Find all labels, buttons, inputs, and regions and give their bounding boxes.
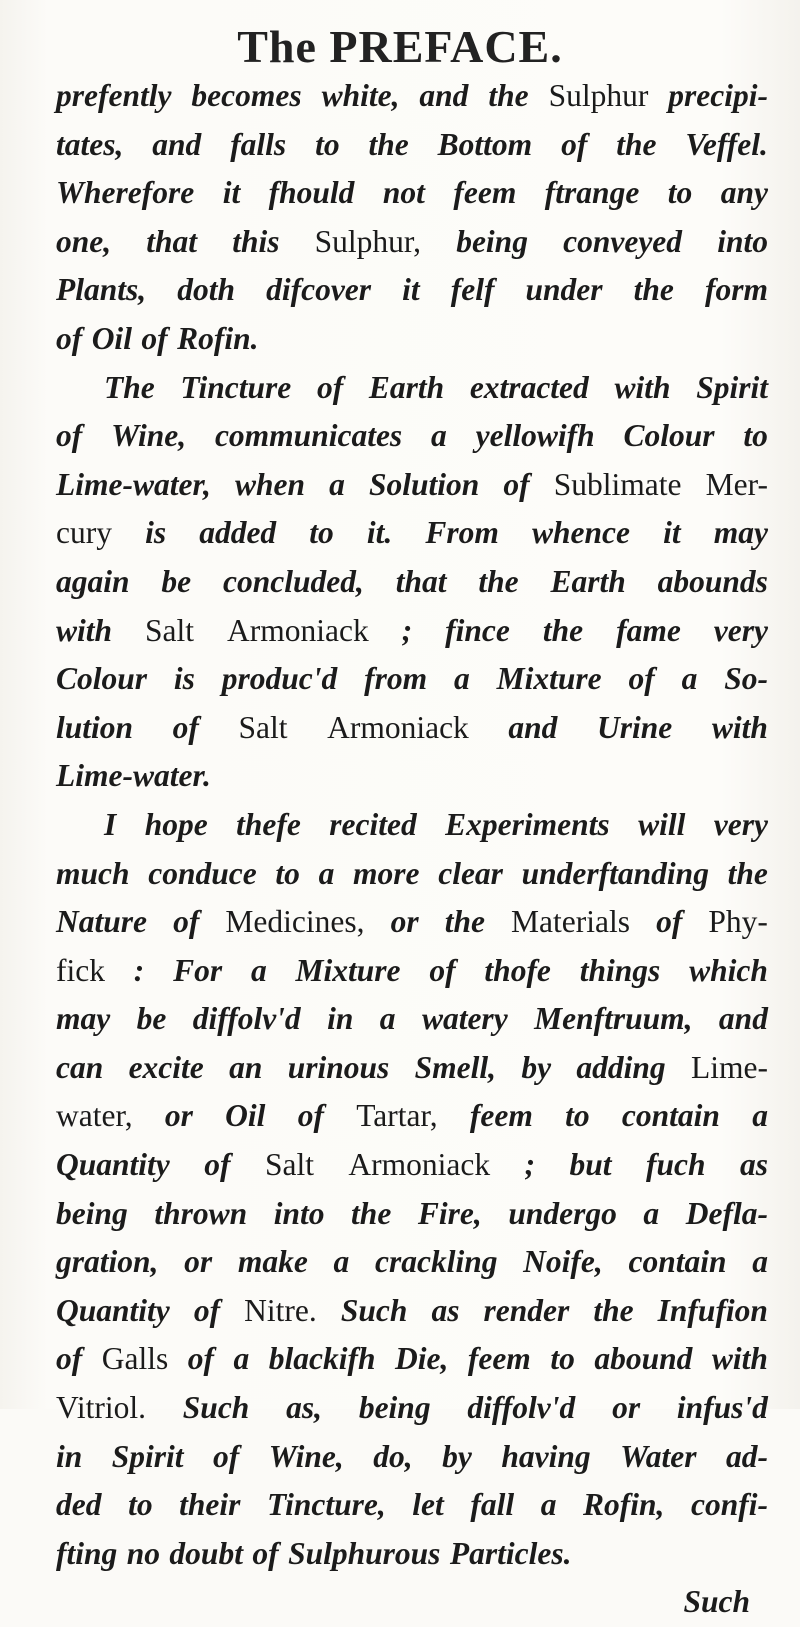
word: Infufion <box>657 1292 768 1328</box>
word: a <box>643 1195 660 1231</box>
word: make <box>237 1244 308 1280</box>
text-line <box>56 1481 768 1530</box>
word: with <box>56 612 113 648</box>
word: that <box>395 563 447 599</box>
text-line <box>56 655 768 704</box>
word: clear <box>438 855 503 891</box>
word: again <box>56 563 130 599</box>
text-line <box>56 509 768 558</box>
word: Mer- <box>705 466 768 502</box>
word: any <box>720 175 768 211</box>
word: Experiments <box>445 806 610 842</box>
word: and <box>152 126 202 162</box>
word: a <box>752 1098 768 1134</box>
word: more <box>353 855 420 891</box>
word: of <box>297 1098 324 1134</box>
word: things <box>579 952 661 988</box>
word: Rofin. <box>177 320 259 356</box>
word: a <box>329 466 345 502</box>
word: Colour <box>623 418 715 454</box>
text-line <box>56 1384 768 1433</box>
word: of <box>656 904 683 940</box>
word: form <box>704 272 768 308</box>
text-line <box>56 1190 768 1239</box>
word: no <box>126 1535 160 1571</box>
word: Oil <box>225 1098 266 1134</box>
word: ded <box>56 1487 102 1523</box>
word: Quantity <box>56 1147 170 1183</box>
word: excite <box>128 1049 204 1085</box>
word: the <box>478 563 519 599</box>
word: produc'd <box>221 661 338 697</box>
word: conveyed <box>563 223 683 259</box>
word: Salt <box>238 709 288 745</box>
word: as <box>739 1147 768 1183</box>
word: Wherefore <box>56 175 195 211</box>
word: ; <box>524 1147 536 1183</box>
word: abounds <box>657 563 768 599</box>
word: Sulphur <box>548 78 649 113</box>
word: infus'd <box>676 1390 768 1426</box>
word: difcover <box>266 272 372 308</box>
word: From <box>425 515 499 551</box>
word: Defla- <box>685 1195 768 1231</box>
word: tates, <box>56 126 124 162</box>
word: doubt <box>169 1535 243 1571</box>
word: render <box>483 1292 570 1328</box>
word: a <box>681 661 698 697</box>
word: of <box>561 126 588 162</box>
word: diffolv'd <box>467 1390 576 1426</box>
text-line <box>56 1092 768 1141</box>
word: of <box>173 904 200 940</box>
word: undergo <box>508 1195 617 1231</box>
word: or <box>612 1390 641 1426</box>
word: Tincture <box>180 369 292 405</box>
word: Lime- <box>691 1049 768 1085</box>
word: into <box>273 1195 325 1231</box>
word: The <box>104 369 155 405</box>
word: a <box>250 952 267 988</box>
word: this <box>232 223 280 259</box>
word: of <box>141 320 168 356</box>
word: extracted <box>469 369 589 405</box>
word: when <box>234 466 305 502</box>
word: a <box>318 855 335 891</box>
word: Oil <box>91 320 132 356</box>
word: thefe <box>236 806 301 842</box>
word: Phy- <box>708 904 768 940</box>
word: and <box>419 78 469 113</box>
word: recited <box>329 806 417 842</box>
word: Particles. <box>449 1535 572 1571</box>
word: be <box>136 1001 167 1037</box>
word: contain <box>628 1244 727 1280</box>
word: fhould <box>268 175 355 211</box>
word: of <box>56 320 83 356</box>
word: fall <box>470 1487 515 1523</box>
word: a <box>752 1244 768 1280</box>
word: not <box>382 175 425 211</box>
word: concluded, <box>222 563 364 599</box>
word: Salt <box>264 1147 314 1183</box>
word: a <box>379 1001 396 1037</box>
word: or <box>390 904 419 940</box>
word: diffolv'd <box>192 1001 301 1037</box>
word: : <box>133 952 145 988</box>
word: I <box>104 806 117 842</box>
word: contain <box>621 1098 720 1134</box>
word: the <box>542 612 584 648</box>
word: may <box>713 515 768 551</box>
word: water, <box>56 1098 133 1134</box>
word: fame <box>616 612 681 648</box>
word: fting <box>56 1535 118 1571</box>
word: being <box>358 1390 431 1426</box>
word: having <box>501 1438 591 1474</box>
word: to <box>667 175 693 211</box>
word: Sulphur, <box>314 223 422 259</box>
word: yellowifh <box>475 418 595 454</box>
word: let <box>412 1487 444 1523</box>
word: Plants, <box>56 272 147 308</box>
word: Wine, <box>111 418 187 454</box>
word: urinous <box>287 1049 390 1085</box>
word: For <box>173 952 223 988</box>
word: So- <box>724 661 768 697</box>
word: or <box>184 1244 213 1280</box>
word: felf <box>450 272 495 308</box>
text-line <box>56 1578 768 1627</box>
text-line <box>56 1287 768 1336</box>
word: lution <box>56 709 134 745</box>
word: Earth <box>368 369 445 405</box>
word: Materials <box>511 904 630 940</box>
word: to <box>128 1487 153 1523</box>
word: of <box>187 1341 214 1377</box>
word: of <box>503 466 530 502</box>
word: may <box>56 1001 111 1037</box>
text-line <box>56 1141 768 1190</box>
word: is <box>145 515 167 551</box>
word: Nature <box>56 904 148 940</box>
word: becomes <box>191 78 302 113</box>
text-line <box>56 266 768 315</box>
word: added <box>199 515 277 551</box>
word: thofe <box>484 952 551 988</box>
word: of <box>172 709 199 745</box>
word: the <box>593 1292 634 1328</box>
word: as <box>431 1292 460 1328</box>
word: with <box>711 709 768 745</box>
word: do, <box>373 1438 413 1474</box>
word: which <box>689 952 768 988</box>
word: will <box>638 806 686 842</box>
word: but <box>569 1147 612 1183</box>
word: under <box>525 272 603 308</box>
word: Such <box>182 1390 250 1426</box>
word: it <box>222 175 241 211</box>
word: fuch <box>646 1147 706 1183</box>
text-line <box>56 364 768 413</box>
word: of <box>204 1147 231 1183</box>
word: communicates <box>214 418 403 454</box>
word: Die, <box>395 1341 449 1377</box>
text-line <box>56 1044 768 1093</box>
word: Armoniack <box>227 612 369 648</box>
word: Quantity <box>56 1292 170 1328</box>
text-line <box>56 995 768 1044</box>
word: a <box>333 1244 350 1280</box>
word: in <box>56 1438 83 1474</box>
word: be <box>161 563 192 599</box>
word: doth <box>177 272 236 308</box>
word: the <box>633 272 674 308</box>
word: underftanding <box>521 855 709 891</box>
text-line <box>56 607 768 656</box>
word: Veffel. <box>685 126 768 162</box>
word: with <box>614 369 671 405</box>
word: and <box>718 1001 768 1037</box>
word: Lime-water, <box>56 466 211 502</box>
word: gration, <box>56 1244 159 1280</box>
word: thrown <box>154 1195 248 1231</box>
word: a <box>233 1341 250 1377</box>
word: Bottom <box>437 126 533 162</box>
running-head: The PREFACE. <box>237 21 563 72</box>
text-line <box>56 1238 768 1287</box>
word: the <box>368 126 409 162</box>
word: confi- <box>691 1487 768 1523</box>
word: a <box>431 418 447 454</box>
word: Spirit <box>111 1438 184 1474</box>
word: Sublimate <box>553 466 682 502</box>
word: falls <box>230 126 287 162</box>
word: to <box>550 1341 575 1377</box>
word: Tartar, <box>356 1098 438 1134</box>
word: can <box>56 1049 104 1085</box>
word: to <box>315 126 340 162</box>
word: the <box>351 1195 392 1231</box>
word: adding <box>576 1049 666 1085</box>
word: Water <box>620 1438 697 1474</box>
word: of <box>252 1535 279 1571</box>
word: precipi- <box>668 78 768 113</box>
word: of <box>56 418 83 454</box>
word: by <box>521 1049 552 1085</box>
word: abound <box>594 1341 693 1377</box>
word: to <box>309 515 334 551</box>
word: ; <box>401 612 413 648</box>
word: very <box>713 612 768 648</box>
word: Solution <box>368 466 480 502</box>
word: Vitriol. <box>56 1390 146 1426</box>
word: in <box>327 1001 354 1037</box>
word: of <box>429 952 456 988</box>
word: Salt <box>145 612 195 648</box>
text-line <box>56 947 768 996</box>
word: Earth <box>550 563 626 599</box>
text-line <box>56 315 768 364</box>
word: of <box>628 661 655 697</box>
word: the <box>488 78 529 113</box>
word: and <box>508 709 558 745</box>
word: a <box>540 1487 557 1523</box>
word: from <box>364 661 428 697</box>
word: to <box>743 418 768 454</box>
word: whence <box>531 515 630 551</box>
word: a <box>454 661 470 697</box>
text-line <box>56 218 768 267</box>
word: it <box>402 272 420 308</box>
text-line <box>56 850 768 899</box>
text-line <box>56 412 768 461</box>
word: that <box>146 223 198 259</box>
word: Fire, <box>417 1195 482 1231</box>
word: Wine, <box>268 1438 344 1474</box>
word: Nitre. <box>244 1292 317 1328</box>
word: Galls <box>101 1341 169 1377</box>
word: much <box>56 855 130 891</box>
word: feem <box>453 175 517 211</box>
word: into <box>717 223 768 259</box>
word: cury <box>56 515 112 551</box>
word: Medicines, <box>225 904 365 940</box>
word: Colour <box>56 661 148 697</box>
text-line <box>56 72 768 121</box>
word: of <box>213 1438 240 1474</box>
word: the <box>444 904 485 940</box>
word: of <box>56 1341 83 1377</box>
word: Sulphurous <box>288 1535 441 1571</box>
word: Noife, <box>523 1244 603 1280</box>
text-line <box>56 169 768 218</box>
word: it <box>663 515 681 551</box>
word: crackling <box>374 1244 498 1280</box>
text-line <box>56 898 768 947</box>
word: being <box>456 223 528 259</box>
word: Menftruum, <box>534 1001 693 1037</box>
word: Spirit <box>696 369 768 405</box>
word: Tincture, <box>267 1487 386 1523</box>
text-line <box>56 704 768 753</box>
text-line <box>56 752 768 801</box>
word: Mixture <box>295 952 401 988</box>
text-line <box>56 558 768 607</box>
word: Such <box>683 1584 750 1620</box>
word: Urine <box>597 709 673 745</box>
word: conduce <box>148 855 257 891</box>
word: feem <box>467 1341 531 1377</box>
word: very <box>713 806 768 842</box>
word: the <box>616 126 657 162</box>
word: by <box>442 1438 472 1474</box>
word: it. <box>366 515 393 551</box>
word: ftrange <box>544 175 640 211</box>
word: Armoniack <box>327 709 469 745</box>
word: with <box>711 1341 768 1377</box>
word: an <box>229 1049 263 1085</box>
page-text <box>56 72 768 1627</box>
word: one, <box>56 223 112 259</box>
word: of <box>193 1292 221 1328</box>
word: of <box>316 369 344 405</box>
text-line <box>56 1530 768 1579</box>
word: watery <box>421 1001 508 1037</box>
word: Rofin, <box>583 1487 665 1523</box>
text-line <box>56 1433 768 1482</box>
word: fick <box>56 952 105 988</box>
word: prefently <box>56 78 172 113</box>
text-line <box>56 121 768 170</box>
word: is <box>173 661 195 697</box>
word: fince <box>445 612 510 648</box>
word: being <box>56 1195 128 1231</box>
text-line <box>56 801 768 850</box>
word: to <box>275 855 300 891</box>
word: feem <box>469 1098 533 1134</box>
word: blackifh <box>268 1341 376 1377</box>
word: or <box>164 1098 193 1134</box>
word: Lime-water. <box>56 758 211 794</box>
word: ad- <box>725 1438 768 1474</box>
word: Mixture <box>496 661 602 697</box>
word: the <box>727 855 768 891</box>
word: their <box>179 1487 241 1523</box>
word: as, <box>286 1390 323 1426</box>
word: Smell, <box>414 1049 497 1085</box>
text-line <box>56 1335 768 1384</box>
word: Armoniack <box>348 1147 491 1183</box>
word: to <box>565 1098 590 1134</box>
text-line <box>56 461 768 510</box>
word: hope <box>144 806 208 842</box>
word: white, <box>321 78 400 113</box>
word: Such <box>340 1292 408 1328</box>
